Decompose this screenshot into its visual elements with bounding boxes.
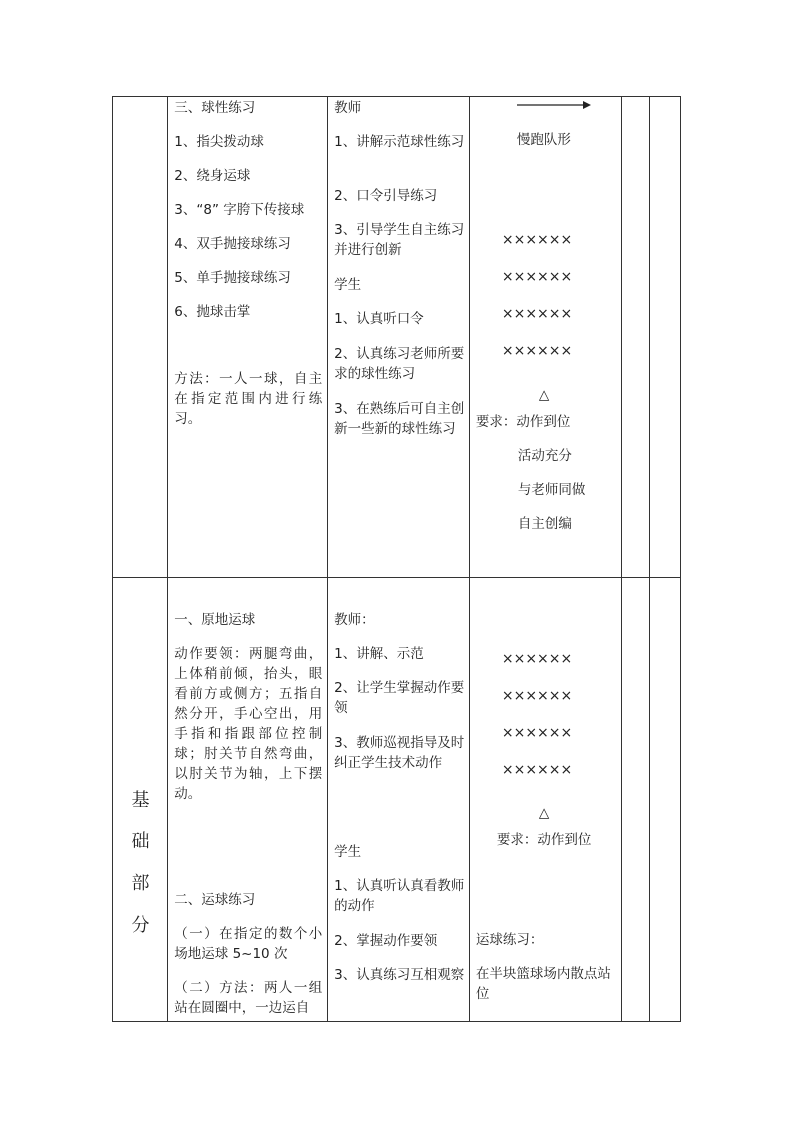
teacher-label: 教师： (334, 612, 375, 628)
organization-cell (328, 578, 470, 1022)
formation-row: ×××××× (501, 306, 573, 322)
list-item: 6、抛球击掌 (174, 304, 251, 320)
drill-text: （一）在指定的数个小场地运球 5~10 次 (174, 926, 323, 962)
list-item: 2、绕身运球 (174, 168, 251, 184)
teacher-label: 教师 (334, 100, 362, 116)
list-item: 1、指尖拨动球 (174, 134, 264, 150)
student-label: 学生 (334, 277, 362, 293)
teacher-position-icon: △ (538, 805, 550, 821)
table-row (113, 578, 681, 1022)
list-item: 3、教师巡视指导及时纠正学生技术动作 (334, 735, 465, 771)
content-heading: 二、运球练习 (174, 892, 256, 908)
formation-row: ×××××× (501, 762, 573, 778)
formation-row: ×××××× (501, 651, 573, 667)
section-char: 分 (131, 915, 150, 936)
list-item: 4、双手抛接球练习 (174, 236, 291, 252)
run-direction-arrow-icon (517, 99, 593, 111)
extra-cell (649, 578, 680, 1022)
student-label: 学生 (334, 844, 362, 860)
list-item: 3、在熟练后可自主创新一些新的球性练习 (334, 401, 465, 437)
practice-text: 在半块篮球场内散点站位 (475, 966, 611, 1002)
teacher-position-icon: △ (538, 387, 550, 403)
content-heading: 一、原地运球 (174, 612, 256, 628)
formation-cell (469, 97, 621, 578)
section-cell (113, 97, 168, 578)
formation-row: ×××××× (501, 232, 573, 248)
list-item: 3、“8” 字胯下传接球 (174, 202, 305, 218)
requirement-text: 与老师同做 (517, 482, 586, 498)
content-cell (168, 97, 328, 578)
section-char: 部 (131, 873, 150, 894)
essentials-text: 动作要领：两腿弯曲，上体稍前倾，抬头，眼看前方或侧方；五指自然分开，手心空出，用手指和指跟部位控制球；肘关节自然弯曲，以肘关节为轴，上下摆动。 (174, 646, 323, 802)
list-item: 2、口令引导练习 (334, 188, 438, 204)
practice-label: 运球练习： (475, 932, 544, 948)
section-char: 基 (131, 790, 150, 811)
formation-row: ×××××× (501, 725, 573, 741)
list-item: 1、讲解示范球性练习 (334, 134, 465, 150)
list-item: 1、认真听口令 (334, 311, 424, 327)
formation-row: ×××××× (501, 343, 573, 359)
section-char: 础 (131, 831, 150, 852)
drill-text: （二）方法：两人一组站在圆圈中，一边运自 (174, 980, 323, 1016)
content-heading: 三、球性练习 (174, 100, 256, 116)
extra-cell (621, 578, 649, 1022)
formation-title: 慢跑队形 (516, 132, 571, 148)
requirement-text: 要求：动作到位 (496, 832, 592, 848)
list-item: 2、认真练习老师所要求的球性练习 (334, 346, 465, 382)
extra-cell (649, 97, 680, 578)
method-text: 方法：一人一球，自主在指定范围内进行练习。 (174, 371, 323, 427)
content-cell (168, 578, 328, 1022)
list-item: 3、引导学生自主练习并进行创新 (334, 222, 465, 258)
requirement-text: 自主创编 (517, 516, 572, 532)
list-item: 1、讲解、示范 (334, 646, 424, 662)
table-row (113, 97, 681, 578)
list-item: 2、让学生掌握动作要领 (334, 680, 465, 716)
formation-cell (469, 578, 621, 1022)
lesson-plan-table (112, 96, 681, 1022)
list-item: 3、认真练习互相观察 (334, 967, 465, 983)
requirement-text: 活动充分 (517, 448, 572, 464)
list-item: 1、认真听认真看教师的动作 (334, 878, 465, 914)
list-item: 5、单手抛接球练习 (174, 270, 291, 286)
requirement-text: 要求：动作到位 (475, 414, 571, 430)
formation-row: ×××××× (501, 269, 573, 285)
list-item: 2、掌握动作要领 (334, 933, 438, 949)
extra-cell (621, 97, 649, 578)
organization-cell (328, 97, 470, 578)
section-cell (113, 578, 168, 1022)
formation-row: ×××××× (501, 688, 573, 704)
